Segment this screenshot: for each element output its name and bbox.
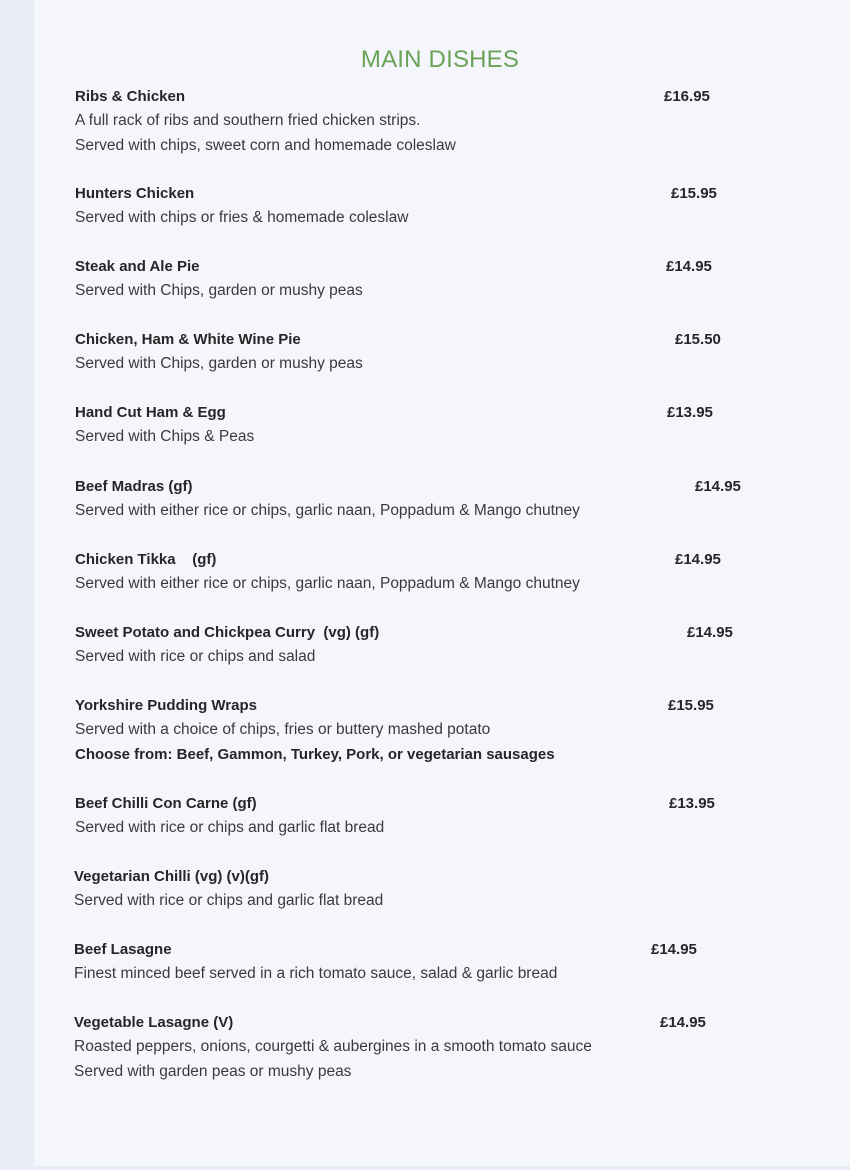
dish-price: £14.95 <box>651 941 697 958</box>
dish-name: Beef Madras (gf) <box>75 478 193 495</box>
dish-price: £15.50 <box>675 331 721 348</box>
dish-description: Served with rice or chips and garlic flat bread <box>75 819 385 836</box>
menu-title: MAIN DISHES <box>360 46 520 73</box>
dish-sweet-potato-curry <box>75 621 775 670</box>
dish-description: A full rack of ribs and southern fried chicken strips. <box>75 112 421 129</box>
dish-chicken-tikka <box>75 548 775 597</box>
dish-description: Served with chips or fries & homemade coleslaw <box>75 209 409 226</box>
dish-price: £13.95 <box>669 795 715 812</box>
dish-description: Served with either rice or chips, garlic naan, Poppadum & Mango chutney <box>75 502 580 519</box>
dish-name: Ribs & Chicken <box>75 88 186 105</box>
dish-description: Roasted peppers, onions, courgetti & aubergines in a smooth tomato sauce <box>74 1038 592 1055</box>
dish-name: Beef Lasagne <box>74 941 172 958</box>
dish-description: Served with chips, sweet corn and homemade coleslaw <box>75 136 456 154</box>
dish-description: Served with Chips, garden or mushy peas <box>75 282 363 299</box>
dish-description: Served with rice or chips and garlic flat bread <box>74 892 384 909</box>
dish-beef-madras <box>75 475 775 524</box>
dish-description: Served with a choice of chips, fries or buttery mashed potato <box>75 721 491 738</box>
dish-price: £14.95 <box>666 258 712 275</box>
dish-price: £14.95 <box>687 624 733 641</box>
dish-price: £15.95 <box>668 697 714 714</box>
dish-description: Finest minced beef served in a rich tomato sauce, salad & garlic bread <box>74 965 558 982</box>
dish-price: £14.95 <box>695 478 741 495</box>
dish-price: £15.95 <box>671 185 717 202</box>
dish-description: Served with either rice or chips, garlic naan, Poppadum & Mango chutney <box>75 575 580 592</box>
dish-name: Sweet Potato and Chickpea Curry (vg) (gf) <box>75 624 380 641</box>
dish-description: Served with rice or chips and salad <box>75 648 316 665</box>
dish-name: Chicken Tikka (gf) <box>75 551 217 568</box>
dish-name: Yorkshire Pudding Wraps <box>75 697 257 714</box>
dish-price: £14.95 <box>675 551 721 568</box>
dish-options: Choose from: Beef, Gammon, Turkey, Pork, or vegetarian sausages <box>75 745 555 763</box>
dish-name: Vegetarian Chilli (vg) (v)(gf) <box>74 868 270 885</box>
dish-hunters-chicken <box>75 182 775 231</box>
dish-name: Hunters Chicken <box>75 185 195 202</box>
dish-description: Served with Chips & Peas <box>75 428 255 445</box>
dish-name: Beef Chilli Con Carne (gf) <box>75 795 257 812</box>
dish-price: £14.95 <box>660 1014 706 1031</box>
dish-price: £16.95 <box>664 88 710 105</box>
dish-name: Steak and Ale Pie <box>75 258 200 275</box>
dish-description: Served with garden peas or mushy peas <box>74 1062 352 1080</box>
dish-name: Hand Cut Ham & Egg <box>75 404 226 421</box>
dish-vegetarian-chilli <box>74 865 774 914</box>
dish-name: Chicken, Ham & White Wine Pie <box>75 331 301 348</box>
dish-chicken-ham-white-wine-pie <box>75 328 775 377</box>
dish-name: Vegetable Lasagne (V) <box>74 1014 234 1031</box>
dish-description: Served with Chips, garden or mushy peas <box>75 355 363 372</box>
dish-price: £13.95 <box>667 404 713 421</box>
